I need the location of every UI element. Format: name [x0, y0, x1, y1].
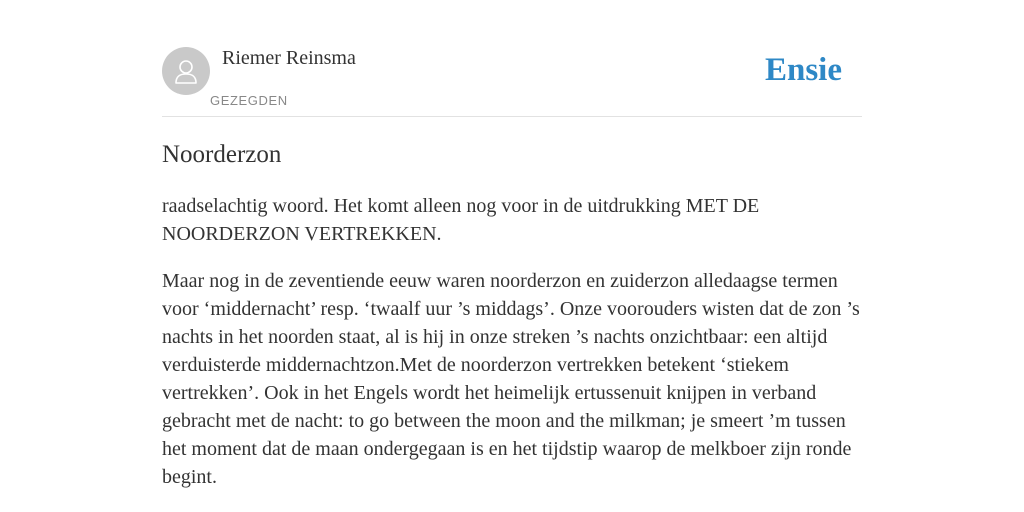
author-name[interactable]: Riemer Reinsma: [222, 47, 356, 69]
entry-header: [162, 0, 862, 117]
category-label[interactable]: GEZEGDEN: [210, 93, 288, 108]
author-avatar[interactable]: [162, 47, 210, 95]
entry-title: Noorderzon: [162, 141, 282, 168]
entry-paragraph-1: raadselachtig woord. Het komt alleen nog voor in de uitdrukking MET DE NOORDERZON VERTREKKEN.: [162, 195, 760, 245]
entry-paragraph-2: Maar nog in de zeventiende eeuw waren noorderzon en zuiderzon alledaagse termen voor ‘middernacht’ resp. ‘twaalf uur ’s middags’. Onze voorouders wisten dat de zon ’s nachts in het noorden staat, al is hij in onze streken ’s nachts onzichtbaar: een altijd verduisterde middernachtzon.Met de noorderzon vertrekken betekent ‘stiekem vertrekken’. Ook in het Engels wordt het heimelijk ertussenuit knijpen in verband gebracht met de nacht: to go between the moon and the milkman; je smeert ’m tussen het moment dat de maan ondergegaan is en het tijdstip waarop de melkboer zijn ronde begint.: [162, 270, 860, 488]
ensie-logo[interactable]: Ensie: [764, 52, 842, 88]
user-placeholder-icon: [162, 47, 210, 95]
